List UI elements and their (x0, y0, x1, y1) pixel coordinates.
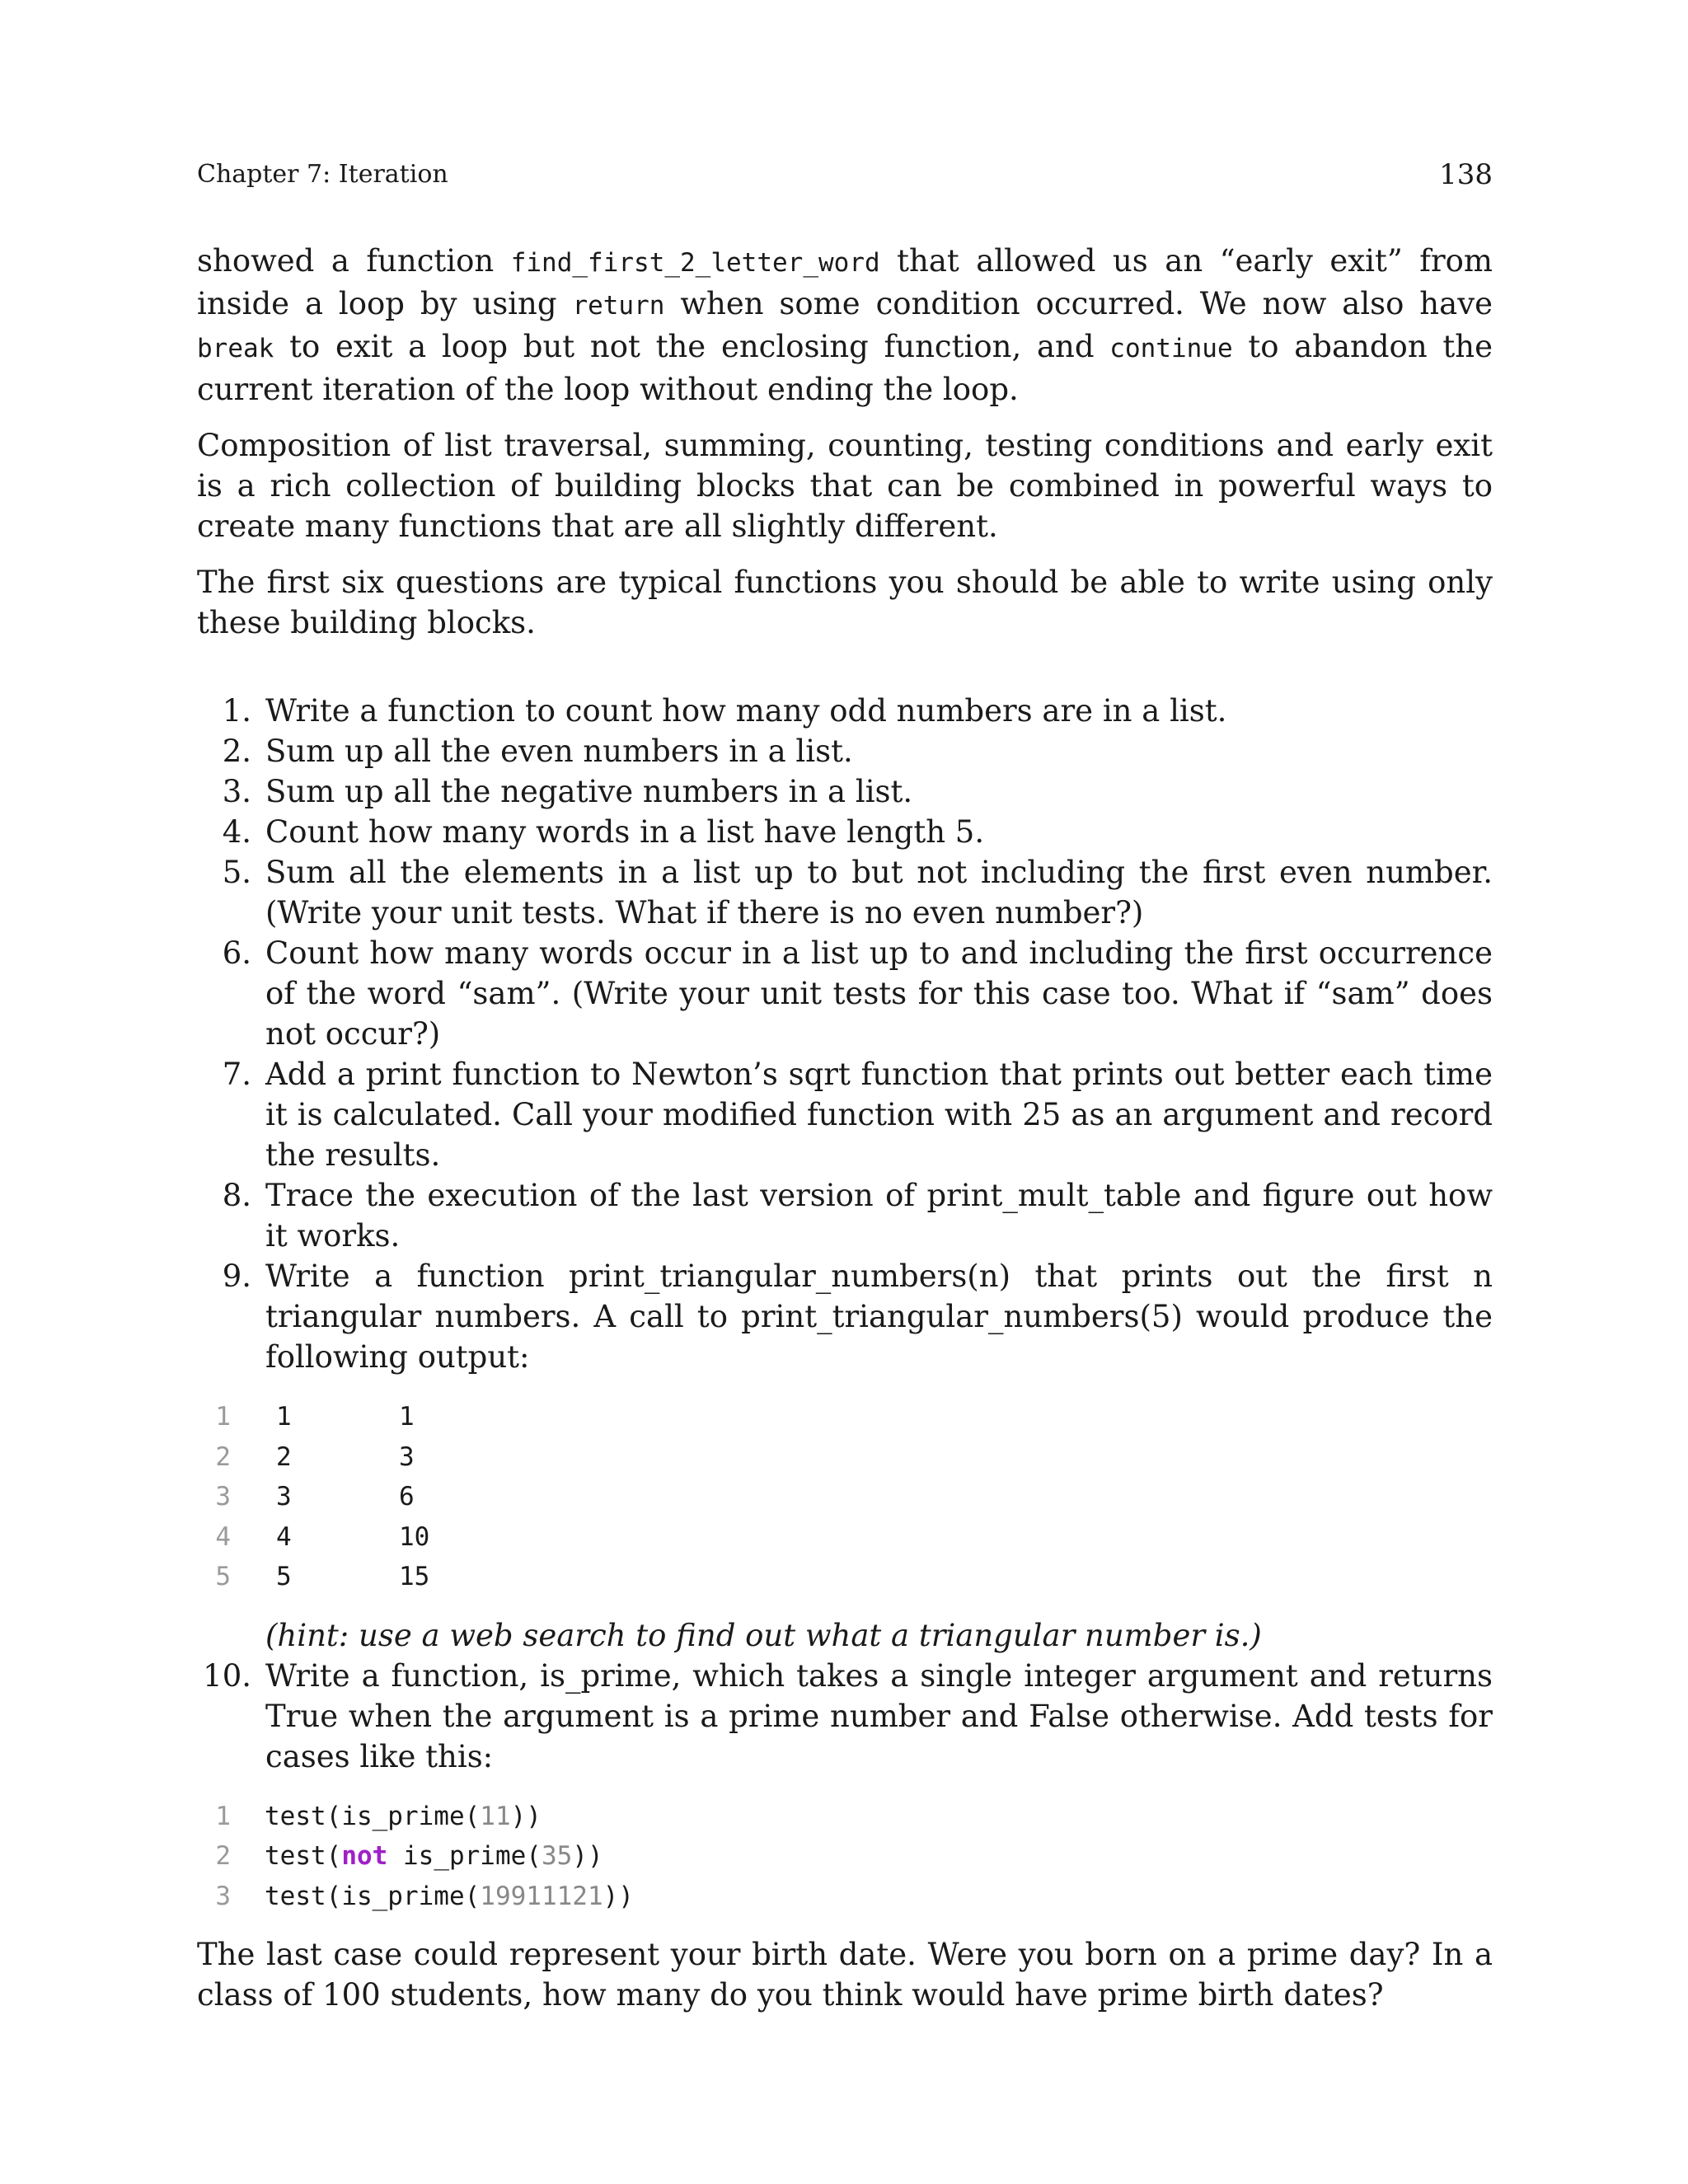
line-number: 5 (215, 1562, 231, 1591)
text-run: that allowed us an “early exit” from inside a loop by using (197, 243, 1493, 321)
intro-paragraph-3: The first six questions are typical functions you should be able to write using only these building blocks. (197, 565, 1493, 640)
line-number: 2 (215, 1441, 231, 1472)
code-source (265, 1877, 634, 1917)
exercise-number: 1. (222, 693, 251, 729)
text-run: showed a function (197, 243, 511, 279)
book-page (197, 0, 1493, 2184)
code-source (265, 1797, 542, 1837)
exercise-item (197, 933, 1493, 1054)
exercise-text: Count how many words in a list have length 5. (265, 814, 985, 850)
text-run: to abandon the current iteration of the loop without ending the loop. (197, 329, 1493, 407)
number-literal: 11 (480, 1801, 511, 1831)
keyword-not: not (341, 1841, 388, 1871)
output-n: 4 (276, 1521, 292, 1552)
exercise-text: Sum all the elements in a list up to but not including the first even number. (Write your unit tests. What if there is no even number?) (265, 855, 1493, 930)
exercise-number: 7. (222, 1057, 251, 1092)
exercise-item (197, 812, 1493, 852)
exercise-number: 10. (203, 1657, 251, 1694)
exercise-number: 5. (222, 855, 251, 890)
code-line (197, 1877, 1493, 1917)
code-line (197, 1437, 1493, 1478)
exercise-number: 9. (222, 1258, 251, 1294)
code-text: test(is_prime( (265, 1881, 481, 1911)
exercise-item (197, 691, 1493, 731)
code-text: is_prime( (387, 1841, 542, 1871)
output-n: 1 (276, 1402, 292, 1432)
is-prime-tests-code-block (197, 1797, 1493, 1917)
page-number: 138 (1439, 158, 1493, 191)
line-number: 1 (215, 1402, 231, 1432)
output-triangular: 15 (399, 1562, 430, 1591)
exercise-number: 3. (222, 774, 251, 809)
output-triangular: 10 (399, 1521, 430, 1552)
exercise-item (197, 771, 1493, 812)
inline-code-return: return (572, 291, 665, 321)
code-line (197, 1517, 1493, 1558)
inline-code-find-first: find_first_2_letter_word (510, 248, 880, 278)
page-content (197, 241, 1493, 2031)
line-number: 2 (215, 1841, 231, 1871)
exercise-text: Write a function print_triangular_numbers(n) that prints out the first n triangular numbers. A call to print_triangular_numbers(5) would produce the following output: (265, 1258, 1493, 1375)
code-line (197, 1477, 1493, 1517)
text-run: to exit a loop but not the enclosing function, and (274, 329, 1110, 364)
exercise-number: 2. (222, 733, 251, 769)
intro-paragraph-2: Composition of list traversal, summing, counting, testing conditions and early exit is a rich collection of building blocks that can be combined in powerful ways to create many functions that are all slightly different. (197, 428, 1493, 544)
code-line (197, 1397, 1493, 1437)
output-n: 2 (276, 1441, 292, 1472)
exercise-text: Add a print function to Newton’s sqrt function that prints out better each time it is calculated. Call your modified function with 25 as an argument and record the results. (265, 1057, 1493, 1173)
inline-code-continue: continue (1109, 334, 1233, 363)
code-text: )) (510, 1801, 542, 1831)
output-triangular: 1 (399, 1402, 415, 1432)
exercise-text: Sum up all the even numbers in a list. (265, 733, 853, 769)
number-literal: 35 (541, 1841, 573, 1871)
line-number: 1 (215, 1801, 231, 1831)
exercise-number: 4. (222, 814, 251, 850)
code-text: )) (603, 1881, 634, 1911)
output-n: 5 (276, 1562, 292, 1591)
exercise-list-continued (197, 1656, 1493, 1777)
code-line (197, 1836, 1493, 1877)
exercise-item (197, 1656, 1493, 1777)
exercise-text: Sum up all the negative numbers in a list. (265, 774, 913, 809)
exercise-item (197, 1256, 1493, 1377)
exercise-number: 8. (222, 1178, 251, 1213)
exercise-item (197, 852, 1493, 933)
output-triangular: 6 (399, 1482, 415, 1511)
code-text: test( (265, 1841, 342, 1871)
exercise-list (197, 691, 1493, 1377)
inline-code-break: break (197, 334, 274, 363)
text-run: when some condition occurred. We now also have (664, 286, 1493, 321)
exercise-text: Write a function, is_prime, which takes a single integer argument and returns True when the argument is a prime number and False otherwise. Add tests for cases like this: (265, 1657, 1493, 1774)
closing-paragraph: The last case could represent your birth date. Were you born on a prime day? In a class of 100 students, how many do you think would have prime birth dates? (197, 1937, 1493, 2013)
line-number: 4 (215, 1521, 231, 1552)
exercise-item (197, 1054, 1493, 1175)
exercise-number: 6. (222, 935, 251, 971)
number-literal: 19911121 (480, 1881, 603, 1911)
exercise-text: Trace the execution of the last version of print_mult_table and figure out how it works. (265, 1178, 1493, 1254)
exercise-text: Count how many words occur in a list up to and including the first occurrence of the word “sam”. (Write your unit tests for this case too. What if “sam” does not occur?) (265, 935, 1493, 1052)
code-text: test(is_prime( (265, 1801, 481, 1831)
output-triangular: 3 (399, 1441, 415, 1472)
code-source (265, 1836, 603, 1877)
code-line (197, 1797, 1493, 1837)
exercise-item (197, 1175, 1493, 1256)
hint-text: (hint: use a web search to find out what a triangular number is.) (265, 1617, 1262, 1653)
running-header (197, 157, 1493, 193)
line-number: 3 (215, 1482, 231, 1511)
code-line (197, 1557, 1493, 1597)
line-number: 3 (215, 1881, 231, 1911)
exercise-text: Write a function to count how many odd numbers are in a list. (265, 693, 1227, 729)
chapter-title: Chapter 7: Iteration (197, 160, 448, 189)
intro-paragraph-1 (197, 241, 1493, 410)
exercise-item (197, 731, 1493, 771)
triangular-output-code-block (197, 1397, 1493, 1597)
code-text: )) (572, 1841, 603, 1871)
output-n: 3 (276, 1482, 292, 1511)
